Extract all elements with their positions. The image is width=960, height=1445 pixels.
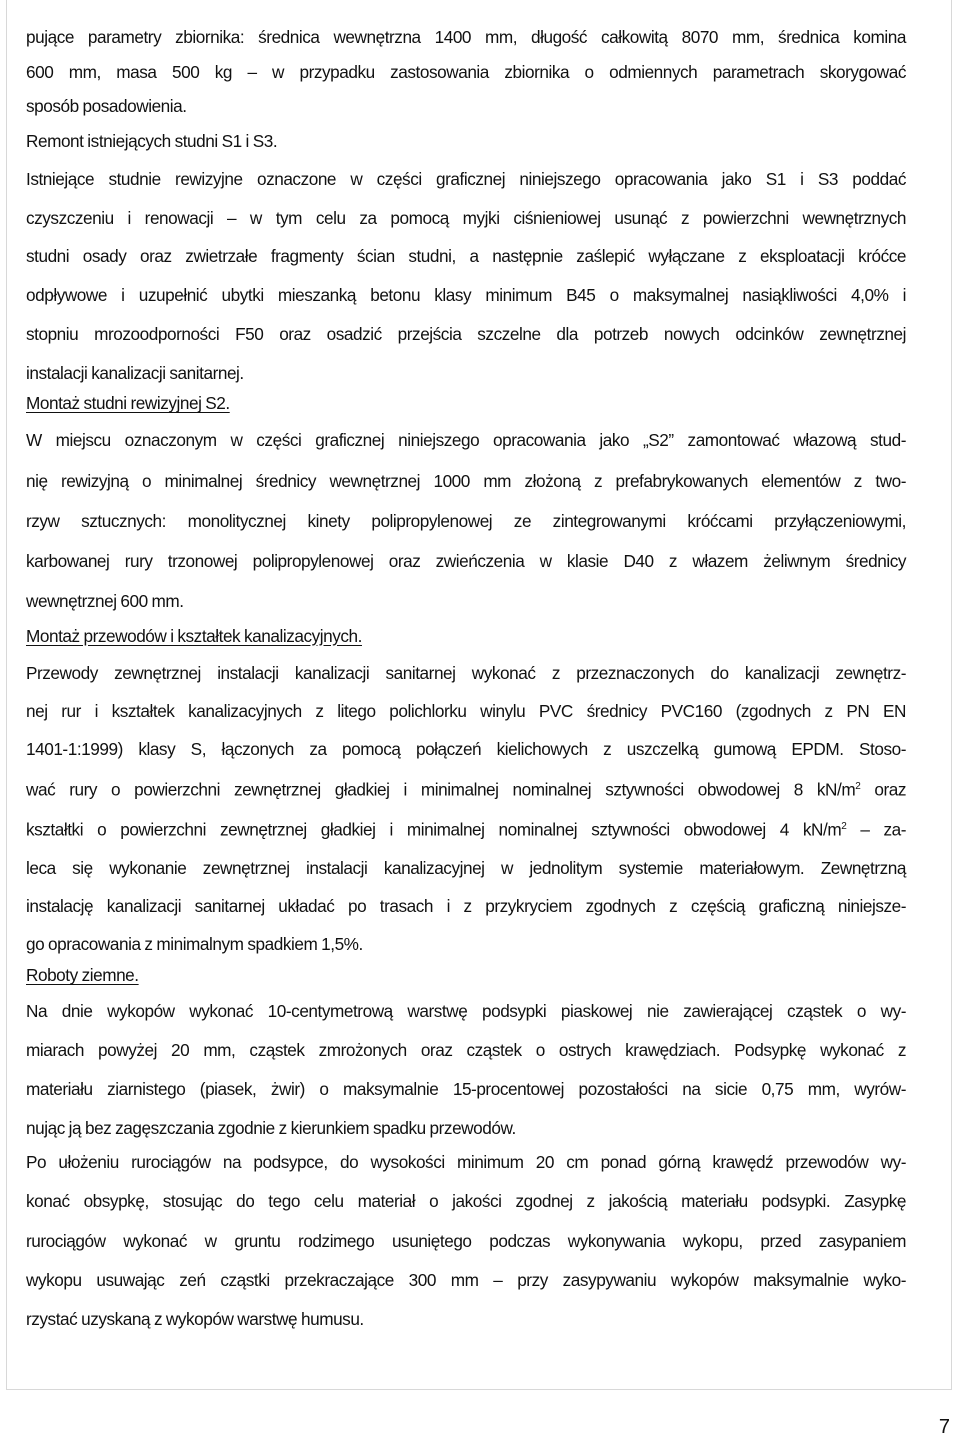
page-number: 7: [938, 1416, 950, 1438]
text-line: rzystać uzyskaną z wykopów warstwę humusu.: [26, 1309, 364, 1330]
text-line: rzyw sztucznych: monolitycznej kinety polipropylenowej ze zintegrowanymi króćcami przyłączeniowymi,: [26, 510, 906, 531]
text-line: materiału ziarnistego (piasek, żwir) o maksymalnie 15-procentowej pozostałości na sicie 0,75 mm, wyrów-: [26, 1079, 906, 1100]
section-heading-s2: [26, 386, 906, 420]
section-heading-s2-text: Montaż studni rewizyjnej S2.: [26, 393, 230, 414]
text-line: karbowanej rury trzonowej polipropylenowej oraz zwieńczenia w klasie D40 z włazem żeliwnym średnicy: [26, 551, 906, 572]
text-fragment: – za-: [846, 820, 906, 841]
text-line: nię rewizyjną o minimalnej średnicy wewnętrznej 1000 mm złożoną z prefabrykowanych elementów z two-: [26, 470, 906, 491]
text-fragment: kształtki o powierzchni zewnętrznej gładkiej i minimalnej nominalnej sztywności obwodowej 4 kN/m: [26, 820, 842, 841]
section-heading-przewody: [26, 618, 906, 654]
text-line: W miejscu oznaczonym w części graficznej niniejszego opracowania jako „S2” zamontować włazową stud-: [26, 430, 906, 451]
s2-paragraph: [26, 386, 906, 621]
section-heading-przewody-text: Montaż przewodów i kształtek kanalizacyjnych.: [26, 625, 362, 646]
text-line: [26, 768, 906, 809]
text-line: nując ją bez zagęszczania zgodnie z kierunkiem spadku przewodów.: [26, 1118, 516, 1139]
text-line: wewnętrznej 600 mm.: [26, 591, 184, 612]
text-line: instalacji kanalizacji sanitarnej.: [26, 362, 244, 383]
text-line: Przewody zewnętrznej instalacji kanalizacji sanitarnej wykonać z przeznaczonych do kanalizacji zewnętrz-: [26, 662, 906, 683]
intro-paragraph: [26, 20, 906, 158]
roboty-paragraph: [26, 958, 906, 1148]
text-line: konać obsypkę, stosując do tego celu materiał o jakości zgodnej z jakością materiału podsypki. Zasypkę: [26, 1191, 906, 1212]
section-heading-remont: Remont istniejących studni S1 i S3.: [26, 130, 278, 151]
text-line: Istniejące studnie rewizyjne oznaczone w części graficznej niniejszego opracowania jako S1 i S3 poddać: [26, 169, 906, 189]
text-line: instalację kanalizacji sanitarnej układać po trasach i z przykryciem zgodnych z częścią graficzną niniejsze-: [26, 896, 906, 917]
text-line: odpływowe i uzupełnić ubytki mieszanką betonu klasy minimum B45 o maksymalnej nasiąkliwości 4,0% i: [26, 285, 906, 306]
document-body: [26, 20, 906, 1340]
text-line: stopniu mrozoodporności F50 oraz osadzić przejścia szczelne dla potrzeb nowych odcinków zewnętrznej: [26, 323, 906, 344]
text-line: 1401-1:1999) klasy S, łączonych za pomocą połączeń kielichowych z uszczelką gumową EPDM. Stoso-: [26, 738, 906, 759]
section-heading-roboty: [26, 958, 906, 992]
text-line: miarach powyżej 20 mm, cząstek zmrożonych oraz cząstek o ostrych krawędziach. Podsypkę wykonać z: [26, 1040, 906, 1061]
text-line: 600 mm, masa 500 kg – w przypadku zastosowania zbiornika o odmiennych parametrach skorygować: [26, 61, 906, 82]
text-line: nej rur i kształtek kanalizacyjnych z litego polichlorku winylu PVC średnicy PVC160 (zgodnych z PN EN: [26, 700, 906, 721]
text-line: Po ułożeniu rurociągów na podsypce, do wysokości minimum 20 cm ponad górną krawędź przewodów wy-: [26, 1152, 906, 1173]
text-line: rurociągów wykonać w gruntu rodzimego usuniętego podczas wykonywania wykopu, przed zasypaniem: [26, 1230, 906, 1251]
przewody-paragraph: [26, 618, 906, 963]
remont-paragraph: [26, 160, 906, 392]
text-line: [26, 808, 906, 849]
roboty-paragraph-2: [26, 1143, 906, 1339]
text-line: wykopu usuwając zeń cząstki przekraczające 300 mm – przy zasypywaniu wykopów maksymalnie wyko-: [26, 1270, 906, 1291]
text-fragment: oraz: [860, 779, 906, 800]
text-line: sposób posadowienia.: [26, 96, 187, 116]
text-line: czyszczeniu i renowacji – w tym celu za pomocą myjki ciśnieniowej usunąć z powierzchni wewnętrznych: [26, 207, 906, 228]
text-line: studni osady oraz zwietrzałe fragmenty ścian studni, a następnie zaślepić wyłączane z eksploatacji króćce: [26, 246, 906, 267]
text-fragment: wać rury o powierzchni zewnętrznej gładkiej i minimalnej nominalnej sztywności obwodowej 8 kN/m: [26, 779, 856, 800]
section-heading-roboty-text: Roboty ziemne.: [26, 965, 139, 986]
superscript: 2: [855, 780, 861, 792]
text-line: leca się wykonanie zewnętrznej instalacji kanalizacyjnej w jednolitym systemie materiałowym. Zewnętrzną: [26, 858, 906, 879]
text-line: Na dnie wykopów wykonać 10-centymetrową warstwę podsypki piaskowej nie zawierającej cząstek o wy-: [26, 1001, 906, 1022]
superscript: 2: [841, 821, 847, 833]
text-line: go opracowania z minimalnym spadkiem 1,5%.: [26, 934, 363, 955]
text-line: pujące parametry zbiornika: średnica wewnętrzna 1400 mm, długość całkowitą 8070 mm, średnica komina: [26, 27, 906, 47]
